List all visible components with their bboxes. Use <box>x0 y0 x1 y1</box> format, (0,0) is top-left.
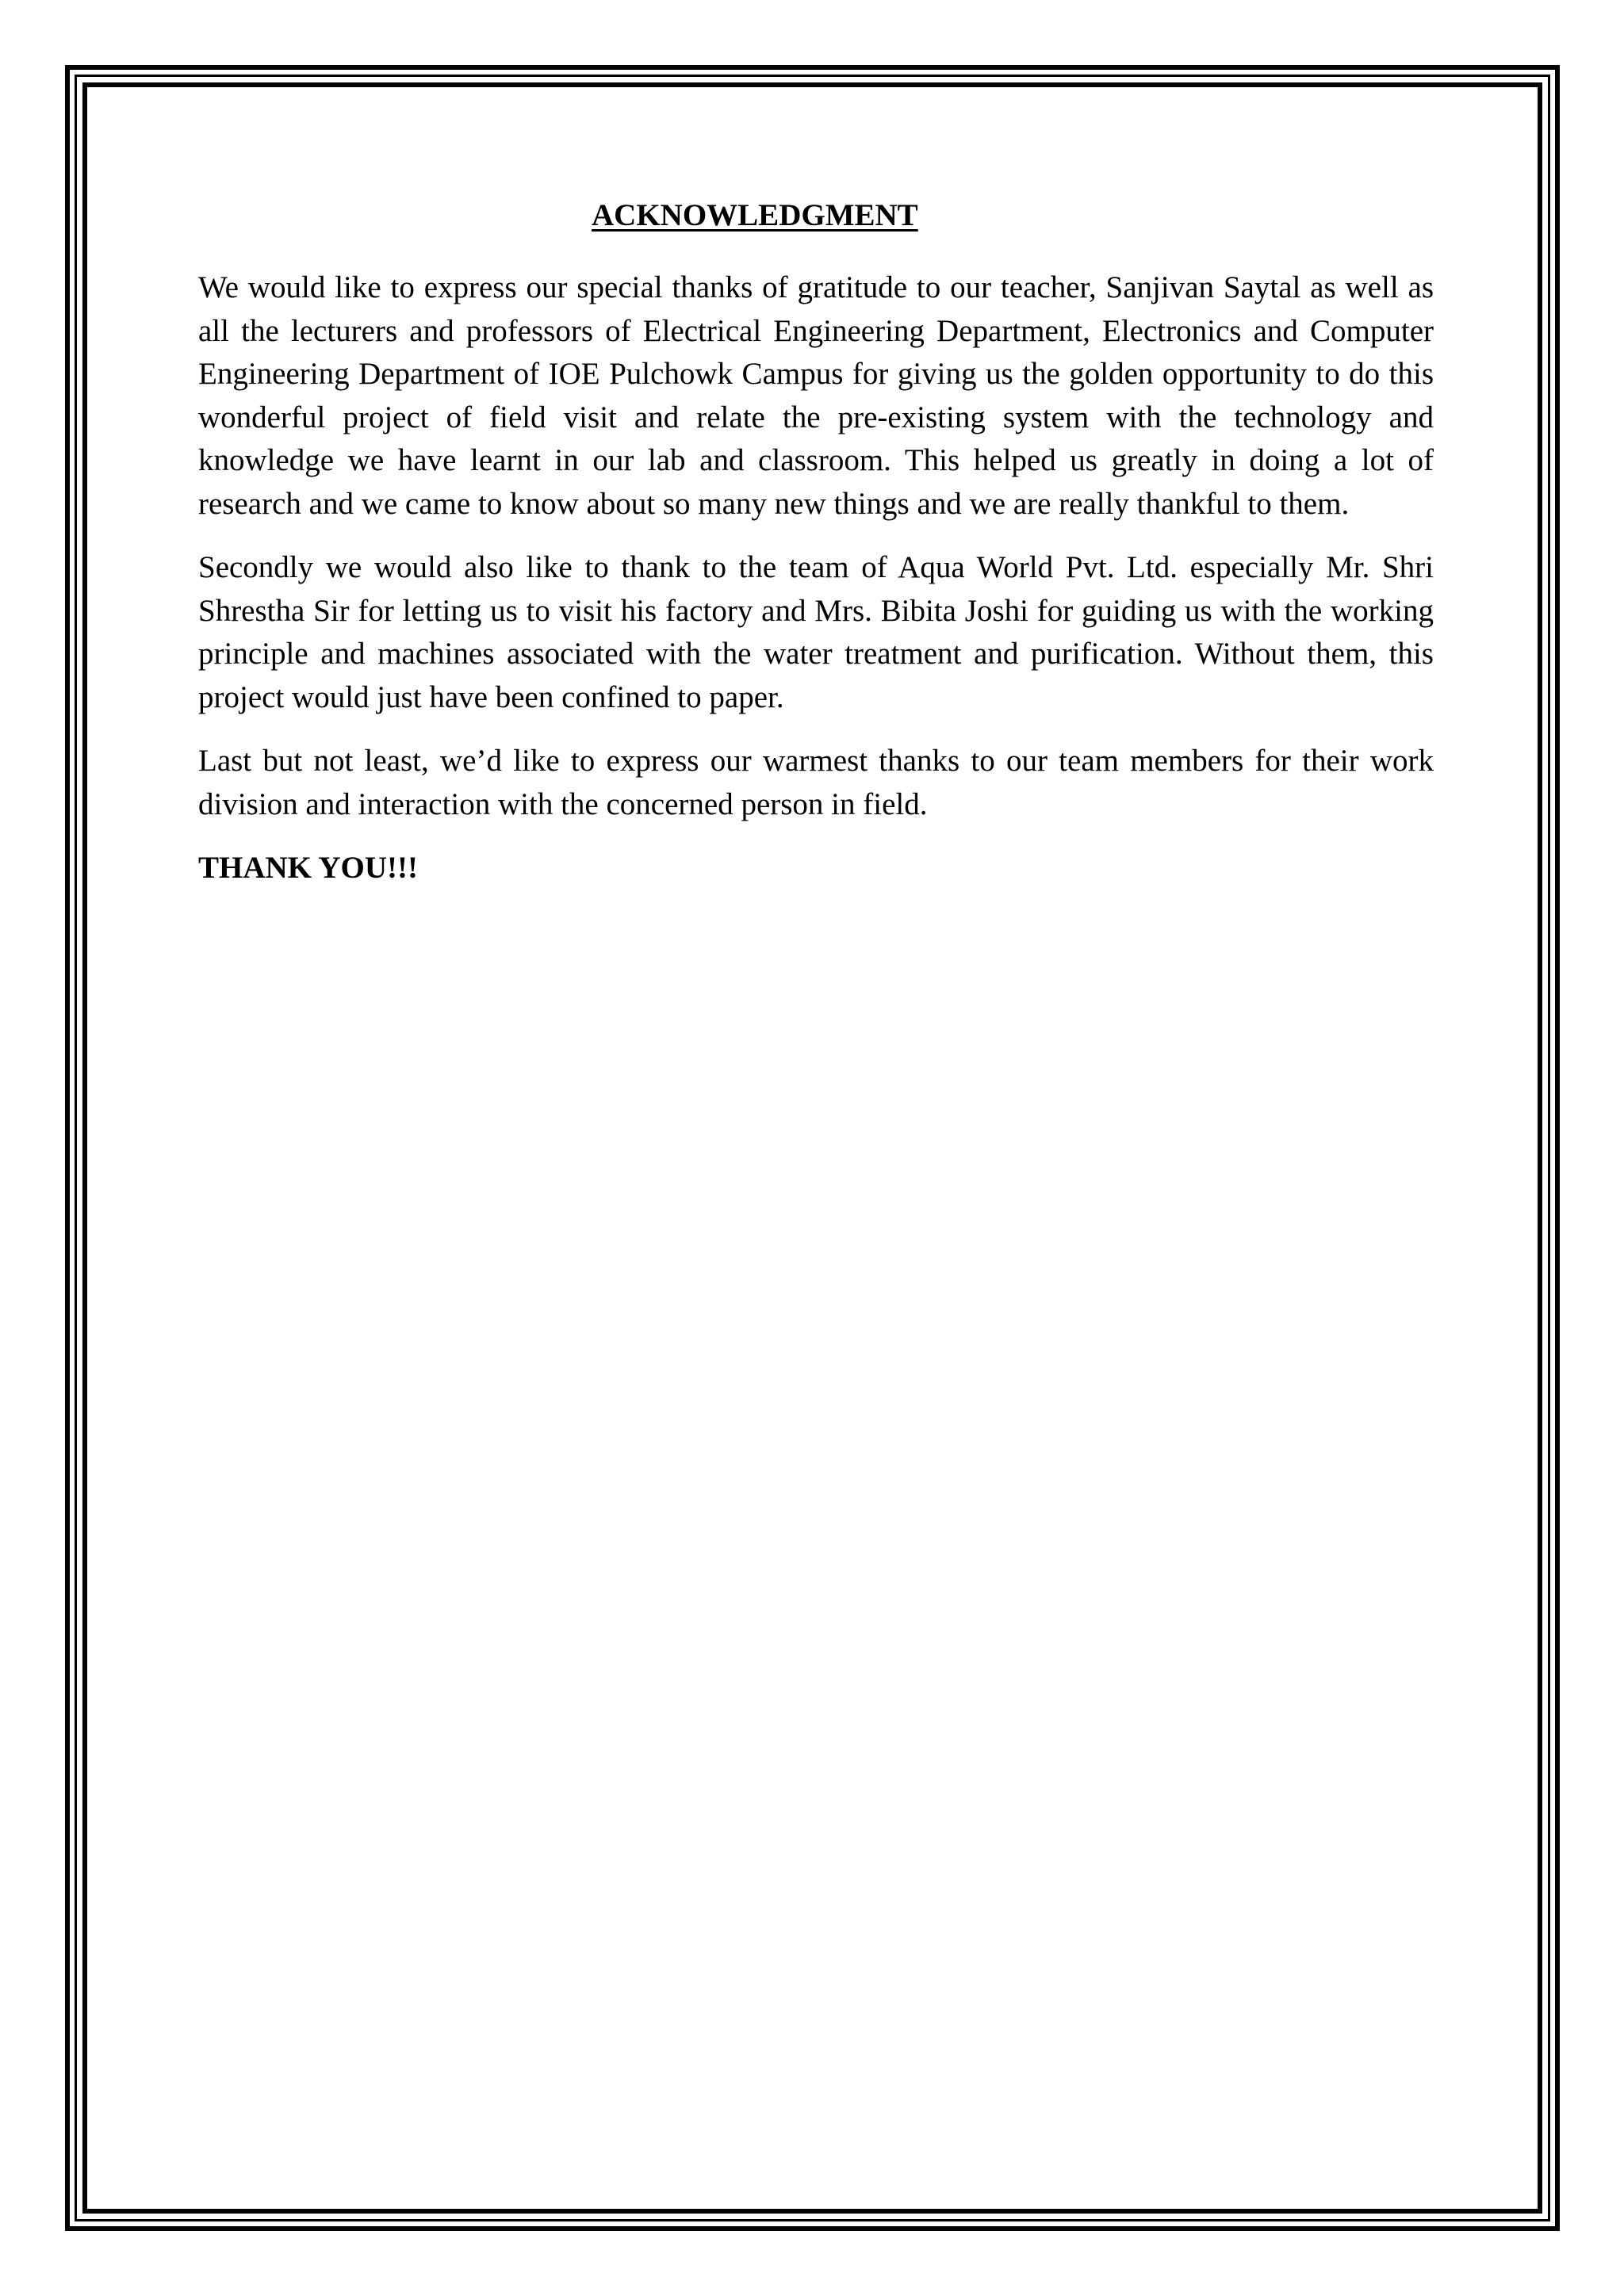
paragraph-teachers: We would like to express our special thanks of gratitude to our teacher, Sanjivan Saytal as well as all the lecturers and professors of Electrical Engineering Department, Electronics and Computer Engineering Department of IOE Pulchowk Campus for giving us the golden opportunity to do this wonderful project of field visit and relate the pre-existing system with the technology and knowledge we have learnt in our lab and classroom. This helped us greatly in doing a lot of research and we came to know about so many new things and we are really thankful to them. <box>198 270 1434 521</box>
closing-text: THANK YOU!!! <box>198 851 418 885</box>
document-heading: ACKNOWLEDGMENT <box>592 198 918 232</box>
paragraph-team-members: Last but not least, we’d like to express our warmest thanks to our team members for their work division and interaction with the concerned person in field. <box>198 744 1434 821</box>
paragraph-aqua-world: Secondly we would also like to thank to the team of Aqua World Pvt. Ltd. especially Mr. Shri Shrestha Sir for letting us to visit his factory and Mrs. Bibita Joshi for guiding us with the working principle and machines associated with the water treatment and purification. Without them, this project would just have been confined to paper. <box>198 550 1434 714</box>
document-body <box>198 184 1434 890</box>
